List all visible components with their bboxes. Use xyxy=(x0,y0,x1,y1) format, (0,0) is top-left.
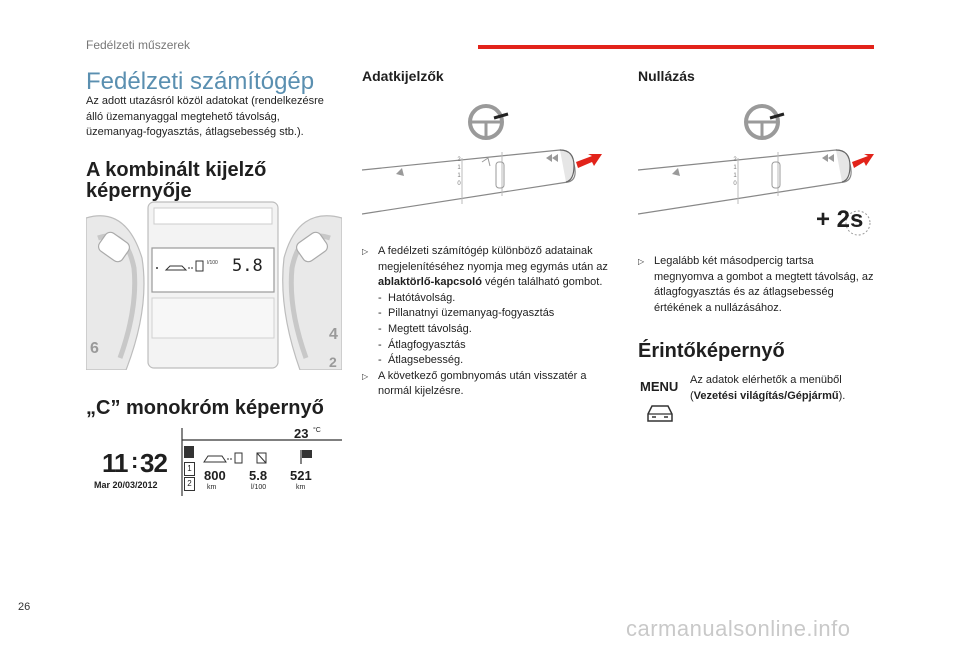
wiper-stalk-illustration xyxy=(362,96,602,220)
touchscreen-text xyxy=(690,373,874,404)
touchscreen-heading: Érintőképernyő xyxy=(638,340,785,362)
instruction-text: A fedélzeti számítógép különböző adatainak megjelenítéséhez nyomja meg egymás után az xyxy=(378,245,608,273)
tab-1: 1 xyxy=(184,462,195,476)
section-accent-bar xyxy=(478,45,874,49)
range-value: 800 xyxy=(204,468,226,483)
clock-separator: : xyxy=(131,448,139,473)
menu-button-label: MENU xyxy=(640,379,679,394)
stalk-mark: 2 xyxy=(457,157,461,163)
touchscreen-text-part: ). xyxy=(838,389,846,402)
data-display-instructions xyxy=(362,244,617,400)
reset-heading: Nullázás xyxy=(638,68,695,84)
temperature-value: 23 xyxy=(294,426,309,441)
tab-2: 2 xyxy=(184,477,195,491)
stalk-ring-marks xyxy=(456,156,462,188)
vehicle-icon xyxy=(644,402,676,429)
display-item: - Átlagsebesség. xyxy=(378,353,617,369)
instruction-bold-text: ablaktörlő-kapcsoló xyxy=(378,276,482,289)
stalk-mark: 1 xyxy=(457,165,461,171)
stalk-mark: 0 xyxy=(457,181,461,187)
watermark: carmanualsonline.info xyxy=(626,616,851,641)
car-icon xyxy=(644,402,676,424)
monochrome-display-illustration xyxy=(86,426,342,496)
menu-path: Vezetési világítás/Gépjármű xyxy=(693,389,839,402)
distance-value: 521 xyxy=(290,468,312,483)
distance-unit: km xyxy=(296,484,306,491)
hold-two-seconds-label: + 2s xyxy=(816,206,864,233)
intro-paragraph: Az adott utazásról közöl adatokat (rendelkezésre álló üzemanyaggal megtehető távolság, üzemanyag-fogyasztás, átlagsebesség stb.). xyxy=(86,95,324,139)
display-item: - Hatótávolság. xyxy=(378,291,617,307)
clock-hours: 11 xyxy=(102,448,128,478)
stalk-mark: 0 xyxy=(733,181,737,187)
section-header: Fedélzeti műszerek xyxy=(86,38,191,52)
date-label: Mar 20/03/2012 xyxy=(94,480,158,490)
gauge-digit-right-1: 4 xyxy=(329,326,338,343)
stalk-mark: 1 xyxy=(457,173,461,179)
instruction-bullet-1 xyxy=(362,244,617,369)
temperature-unit: °C xyxy=(313,427,321,434)
touchscreen-text-part: Az adatok elérhetők a menüből ( xyxy=(690,374,842,402)
heading-line-2: képernyője xyxy=(86,180,192,202)
page-title: Fedélzeti számítógép xyxy=(86,68,315,95)
data-display-heading: Adatkijelzők xyxy=(362,68,444,84)
stalk-mark: 2 xyxy=(733,157,737,163)
combined-display-heading xyxy=(86,160,266,202)
page-number: 26 xyxy=(18,601,31,613)
display-item: - Megtett távolság. xyxy=(378,322,617,338)
cluster-unit-label: l/100 xyxy=(207,260,218,266)
stalk-mark: 1 xyxy=(733,173,737,179)
instrument-cluster-illustration xyxy=(86,198,342,370)
reset-stalk-ring-marks xyxy=(732,156,738,188)
stalk-mark: 1 xyxy=(733,165,737,171)
consumption-value: 5.8 xyxy=(249,468,268,483)
gauge-digit-right-2: 2 xyxy=(329,354,337,370)
gauge-digit-left: 6 xyxy=(90,340,99,357)
clock-minutes: 32 xyxy=(140,448,167,478)
reset-instructions xyxy=(638,254,874,316)
display-item: - Pillanatnyi üzemanyag-fogyasztás xyxy=(378,306,617,322)
stalk-drawing xyxy=(362,96,602,220)
instruction-bullet-2: ▷ A következő gombnyomás után visszatér a normál kijelzésre. xyxy=(362,369,617,400)
monochrome-display-heading: „C” monokróm képernyő xyxy=(86,397,324,419)
range-unit: km xyxy=(207,484,217,491)
cluster-drawing xyxy=(86,198,342,370)
reset-bullet: ▷ Legalább két másodpercig tartsa megnyomva a gombot a megtett távolság, az átlagfogyasztás és az átlagsebesség értékének a nullázásához. xyxy=(638,254,874,316)
display-item: - Átlagfogyasztás xyxy=(378,338,617,354)
consumption-unit: l/100 xyxy=(251,484,267,491)
instruction-text: végén található gombot. xyxy=(481,276,603,289)
cluster-consumption-value: 5.8 xyxy=(232,256,263,276)
reset-stalk-illustration xyxy=(638,96,874,236)
heading-line-1: A kombinált kijelző xyxy=(86,159,267,181)
